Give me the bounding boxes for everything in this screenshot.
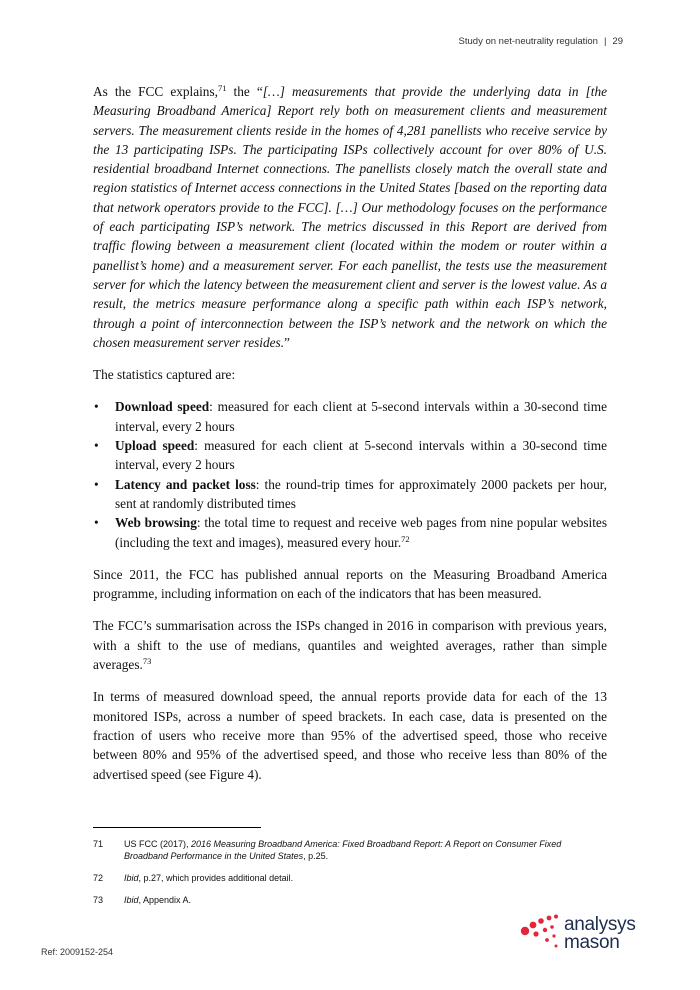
paragraph-text: The FCC’s summarisation across the ISPs changed in 2016 in comparison with previous years, with a shift to the use of medians, quantiles and weighted averages, rather than simple averages. xyxy=(93,618,607,673)
footnote-italic: Ibid xyxy=(124,873,139,883)
footnote-ref-71[interactable]: 71 xyxy=(217,83,227,93)
header-separator: | xyxy=(603,36,607,47)
footnote-number: 73 xyxy=(93,895,104,905)
logo-dots-icon xyxy=(516,912,564,960)
running-header xyxy=(459,36,623,47)
footnote-number: 72 xyxy=(93,873,104,883)
list-item-text: : the round-trip times for approximately 2000 packets per hour, sent at randomly distributed times xyxy=(115,476,607,511)
logo-line1: analysys xyxy=(564,914,636,935)
paragraph-annual-reports: Since 2011, the FCC has published annual reports on the Measuring Broadband America programme, including information on each of the indicators that has been measured. xyxy=(93,566,607,602)
list-item-term: Web browsing xyxy=(115,515,197,531)
footnote-number: 71 xyxy=(93,839,104,849)
analysys-mason-logo xyxy=(516,912,646,960)
statistics-list xyxy=(93,397,607,551)
list-item-term: Download speed xyxy=(115,399,210,415)
footnote-ref-73[interactable]: 73 xyxy=(142,656,152,667)
footnote-text: US FCC (2017), xyxy=(124,839,192,849)
paragraph-download-speed: In terms of measured download speed, the annual reports provide data for each of the 13 monitored ISPs, across a number of speed brackets. In each case, data is presented on the fraction of users who receive more than 95% of the advertised speed, those who receive between 80% and 95% of the advertised speed, and those who receive less than 80% of the advertised speed (see Figure 4). xyxy=(93,689,607,782)
footnote-text: , Appendix A. xyxy=(138,895,192,905)
footnotes xyxy=(93,838,607,916)
document-reference: Ref: 2009152-254 xyxy=(41,947,114,957)
list-item xyxy=(93,513,607,552)
bullet-icon: • xyxy=(94,399,99,415)
body-text xyxy=(93,82,607,797)
bullet-icon: • xyxy=(94,438,99,454)
header-title: Study on net-neutrality regulation xyxy=(458,36,598,47)
list-item-term: Upload speed xyxy=(115,438,195,454)
paragraph-text: As the FCC explains, xyxy=(93,84,218,99)
footnote-73 xyxy=(93,894,607,906)
footnote-71 xyxy=(93,838,607,862)
footnote-ref-72[interactable]: 72 xyxy=(401,533,410,544)
footnote-72 xyxy=(93,872,607,884)
list-item xyxy=(93,397,607,436)
page-number: 29 xyxy=(612,36,623,47)
fcc-quote: […] measurements that provide the underlying data in [the Measuring Broadband America] Report rely both on measurement clients and measurement servers. The measurement clients reside in the homes of 4,281 panellists who receive service by the 13 participating ISPs. The participating ISPs collectively account for over 80% of U.S. residential broadband Internet connections. The panellists closely match the overall state and region statistics of Internet access connections in the United States [based on the reporting data that network operators provide to the FCC]. […] Our methodology focuses on the performance of each participating ISP’s network. The metrics discussed in this Report are derived from traffic flowing between a measurement client (located within the modem or router within a panellist’s home) and a measurement server. For each panellist, the tests use the measurement server for which the latency between the measurement client and server is the lowest value. As a result, the metrics measure performance along a specific path within each ISP’s network, through a point of interconnection between the ISP’s network and the network on which the chosen measurement server resides. xyxy=(93,84,608,350)
logo-line2: mason xyxy=(564,932,620,953)
footnote-italic: Ibid xyxy=(124,895,139,905)
bullet-icon: • xyxy=(94,476,99,492)
list-item-text: : the total time to request and receive web pages from nine popular websites (including the text and images), measured every hour. xyxy=(115,515,607,550)
list-item xyxy=(93,436,607,475)
paragraph-summarisation xyxy=(93,616,607,674)
paragraph-fcc-quote xyxy=(93,82,607,352)
footnote-divider xyxy=(93,827,261,828)
footnote-italic: 2016 Measuring Broadband America: Fixed Broadband Report: A Report on Consumer Fixed Broadband Performance in the United States xyxy=(124,839,562,861)
list-item-text: : measured for each client at 5-second intervals within a 30-second time interval, every 2 hours xyxy=(115,399,607,434)
quote-close: ” xyxy=(284,334,290,350)
quote-open: the “ xyxy=(226,84,263,99)
footnote-text: , p.27, which provides additional detail. xyxy=(138,873,294,883)
paragraph-statistics-intro: The statistics captured are: xyxy=(93,367,236,383)
list-item xyxy=(93,475,607,514)
list-item-term: Latency and packet loss xyxy=(115,476,256,492)
bullet-icon: • xyxy=(94,515,99,531)
list-item-text: : measured for each client at 5-second intervals within a 30-second time interval, every 2 hours xyxy=(115,438,607,473)
footnote-text: , p.25. xyxy=(303,851,329,861)
